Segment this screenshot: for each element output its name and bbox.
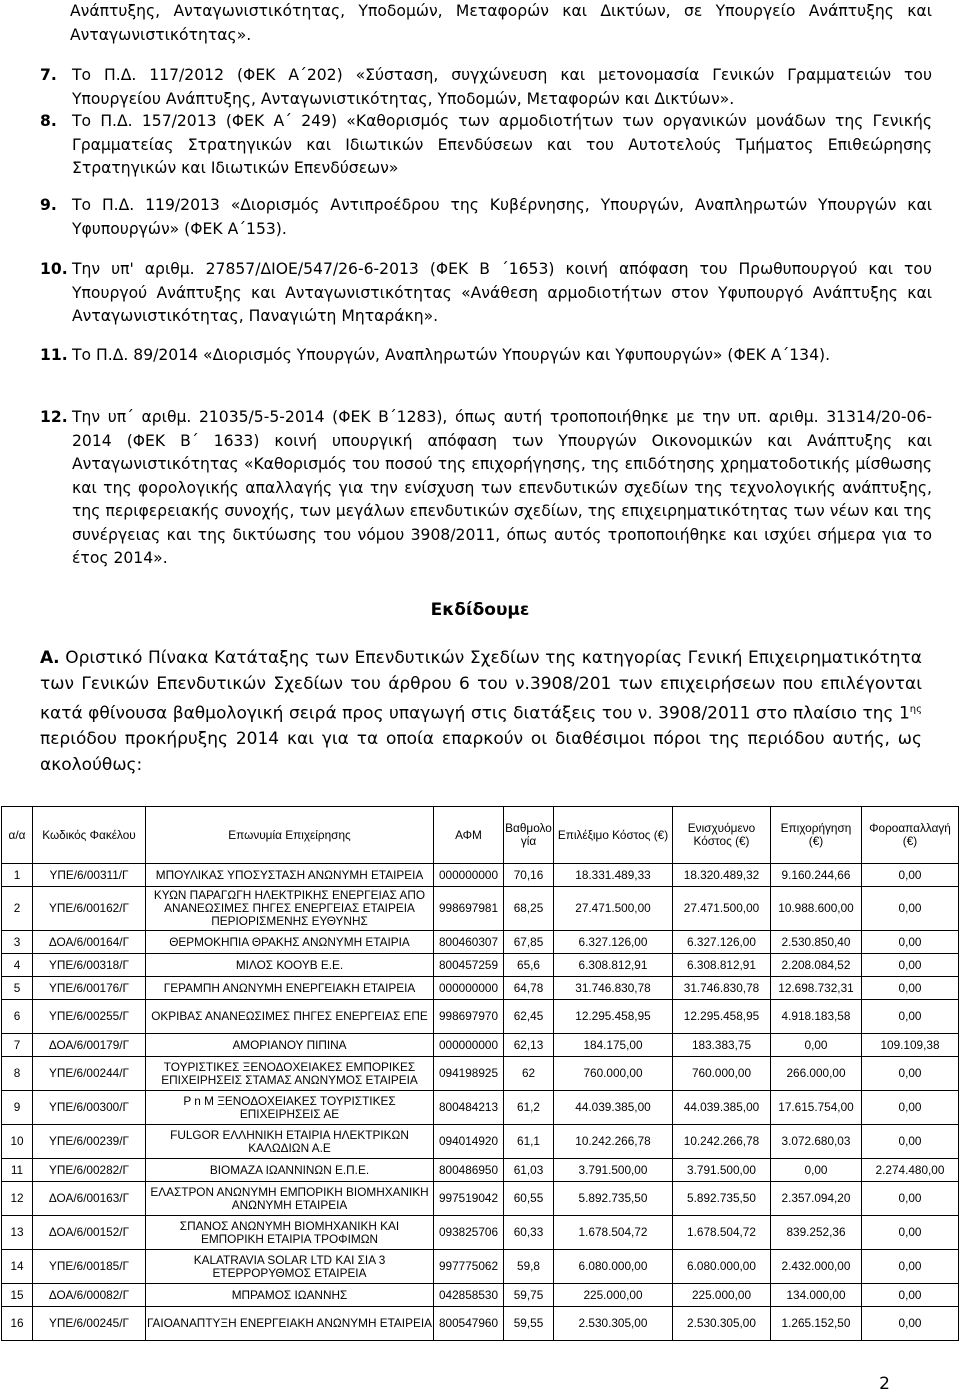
cell-supported: 225.000,00 <box>673 1284 771 1307</box>
table-row <box>2 1284 959 1307</box>
col-header-grant: Επιχορήγηση (€) <box>771 807 862 864</box>
paragraph-11 <box>40 344 932 368</box>
cell-eligible: 6.308.812,91 <box>554 954 673 977</box>
cell-score: 68,25 <box>504 887 554 931</box>
cell-afm: 094198925 <box>434 1057 504 1091</box>
item-text: Το Π.Δ. 119/2013 «Διορισμός Αντιπροέδρου της Κυβέρνησης, Υπουργών, Αναπληρωτών Υπουργών και Υφυπουργών» (ΦΕΚ Α΄153). <box>72 196 932 238</box>
cell-afm: 093825706 <box>434 1216 504 1250</box>
cell-grant: 839.252,36 <box>771 1216 862 1250</box>
page-number: 2 <box>879 1374 890 1394</box>
cell-afm: 997519042 <box>434 1182 504 1216</box>
cell-code: ΥΠΕ/6/00300/Γ <box>33 1091 146 1125</box>
cell-grant: 0,00 <box>771 1159 862 1182</box>
cell-grant: 266.000,00 <box>771 1057 862 1091</box>
cell-score: 64,78 <box>504 977 554 1000</box>
table-row <box>2 887 959 931</box>
table-row <box>2 1091 959 1125</box>
intro-text-b: περιόδου προκήρυξης 2014 και για τα οποία επαρκούν οι διαθέσιμοι πόροι της περιόδου αυτής, ως ακολούθως: <box>40 729 922 775</box>
cell-aa: 2 <box>2 887 33 931</box>
cell-name: ΒΙΟΜΑΖΑ ΙΩΑΝΝΙΝΩΝ Ε.Π.Ε. <box>146 1159 434 1182</box>
cell-name: ΤΟΥΡΙΣΤΙΚΕΣ ΞΕΝΟΔΟΧΕΙΑΚΕΣ ΕΜΠΟΡΙΚΕΣ ΕΠΙΧΕΙΡΗΣΕΙΣ ΣΤΑΜΑΣ ΑΝΩΝΥΜΟΣ ΕΤΑΙΡΕΙΑ <box>146 1057 434 1091</box>
cell-code: ΥΠΕ/6/00244/Γ <box>33 1057 146 1091</box>
table-row <box>2 1307 959 1341</box>
cell-name: ΓΕΡΑΜΠΗ ΑΝΩΝΥΜΗ ΕΝΕΡΓΕΙΑΚΗ ΕΤΑΙΡΕΙΑ <box>146 977 434 1000</box>
cell-supported: 6.327.126,00 <box>673 931 771 954</box>
cell-code: ΔΟΑ/6/00152/Γ <box>33 1216 146 1250</box>
cell-tax: 0,00 <box>862 1057 959 1091</box>
cell-eligible: 6.080.000,00 <box>554 1250 673 1284</box>
cell-grant: 1.265.152,50 <box>771 1307 862 1341</box>
cell-code: ΔΟΑ/6/00163/Γ <box>33 1182 146 1216</box>
cell-code: ΥΠΕ/6/00176/Γ <box>33 977 146 1000</box>
table-row <box>2 1000 959 1034</box>
cell-tax: 0,00 <box>862 954 959 977</box>
col-header-code: Κωδικός Φακέλου <box>33 807 146 864</box>
cell-eligible: 184.175,00 <box>554 1034 673 1057</box>
cell-grant: 9.160.244,66 <box>771 864 862 887</box>
cell-score: 60,33 <box>504 1216 554 1250</box>
cell-tax: 0,00 <box>862 1182 959 1216</box>
cell-afm: 000000000 <box>434 1034 504 1057</box>
cell-name: ΕΛΑΣΤΡΟΝ ΑΝΩΝΥΜΗ ΕΜΠΟΡΙΚΗ ΒΙΟΜΗΧΑΝΙΚΗ ΑΝΩΝΥΜΗ ΕΤΑΙΡΕΙΑ <box>146 1182 434 1216</box>
intro-text-a: Οριστικό Πίνακα Κατάταξης των Επενδυτικών Σχεδίων της κατηγορίας Γενική Επιχειρηματικότητα των Γενικών Επενδυτικών Σχεδίων του άρθρου 6 του ν.3908/201 των επιχειρήσεων που επιλέγονται κατά φθίνουσα βαθμολογική σειρά προς υπαγωγή στις διατάξεις του ν. 3908/2011 στο πλαίσιο της 1 <box>40 648 922 724</box>
cell-grant: 2.432.000,00 <box>771 1250 862 1284</box>
cell-aa: 9 <box>2 1091 33 1125</box>
cell-eligible: 6.327.126,00 <box>554 931 673 954</box>
cell-aa: 6 <box>2 1000 33 1034</box>
cell-eligible: 2.530.305,00 <box>554 1307 673 1341</box>
intro-label: Α. <box>40 648 60 668</box>
intro-sup: ης <box>909 704 922 715</box>
cell-eligible: 5.892.735,50 <box>554 1182 673 1216</box>
cell-code: ΥΠΕ/6/00255/Γ <box>33 1000 146 1034</box>
cell-afm: 000000000 <box>434 864 504 887</box>
cell-afm: 800457259 <box>434 954 504 977</box>
item-text: Το Π.Δ. 157/2013 (ΦΕΚ Α΄ 249) «Καθορισμός των αρμοδιοτήτων των οργανικών μονάδων της Γενικής Γραμματείας Στρατηγικών και Ιδιωτικών Επενδύσεων και του Αυτοτελούς Τμήματος Επιθεώρησης Στρατηγικών και Ιδιωτικών Επενδύσεων» <box>72 112 932 177</box>
cell-afm: 800484213 <box>434 1091 504 1125</box>
cell-name: FULGOR ΕΛΛΗΝΙΚΗ ΕΤΑΙΡΙΑ ΗΛΕΚΤΡΙΚΩΝ ΚΑΛΩΔΙΩΝ Α.Ε <box>146 1125 434 1159</box>
col-header-name: Επωνυμία Επιχείρησης <box>146 807 434 864</box>
table-row <box>2 931 959 954</box>
table-header-row <box>2 807 959 864</box>
ranking-table <box>1 806 959 1341</box>
cell-eligible: 10.242.266,78 <box>554 1125 673 1159</box>
cell-name: ΜΠΡΑΜΟΣ ΙΩΑΝΝΗΣ <box>146 1284 434 1307</box>
cell-supported: 44.039.385,00 <box>673 1091 771 1125</box>
cell-afm: 800460307 <box>434 931 504 954</box>
cell-tax: 0,00 <box>862 1250 959 1284</box>
col-header-tax: Φοροαπαλλαγή (€) <box>862 807 959 864</box>
table-body <box>2 864 959 1341</box>
cell-grant: 2.357.094,20 <box>771 1182 862 1216</box>
table-row <box>2 1057 959 1091</box>
cell-name: ΑΜΟΡΙΑΝΟΥ ΠΙΠΙΝΑ <box>146 1034 434 1057</box>
cell-aa: 10 <box>2 1125 33 1159</box>
cell-supported: 1.678.504,72 <box>673 1216 771 1250</box>
cell-code: ΥΠΕ/6/00162/Γ <box>33 887 146 931</box>
table-row <box>2 977 959 1000</box>
cell-tax: 0,00 <box>862 1307 959 1341</box>
table-row <box>2 1182 959 1216</box>
item-text: Το Π.Δ. 117/2012 (ΦΕΚ Α΄202) «Σύσταση, συγχώνευση και μετονομασία Γενικών Γραμματειών του Υπουργείου Ανάπτυξης, Ανταγωνιστικότητας, Υποδομών, Μεταφορών και Δικτύων». <box>72 66 932 108</box>
cell-score: 67,85 <box>504 931 554 954</box>
cell-name: ΜΠΟΥΛΙΚΑΣ ΥΠΟΣΥΣΤΑΣΗ ΑΝΩΝΥΜΗ ΕΤΑΙΡΕΙΑ <box>146 864 434 887</box>
cell-aa: 7 <box>2 1034 33 1057</box>
cell-code: ΥΠΕ/6/00185/Γ <box>33 1250 146 1284</box>
cell-grant: 3.072.680,03 <box>771 1125 862 1159</box>
section-heading: Εκδίδουμε <box>430 600 530 620</box>
item-text: Την υπ' αριθμ. 27857/ΔΙΟΕ/547/26-6-2013 (ΦΕΚ Β ΄1653) κοινή απόφαση του Πρωθυπουργού και του Υπουργού Ανάπτυξης και Ανταγωνιστικότητας «Ανάθεση αρμοδιοτήτων στον Υφυπουργό Ανάπτυξης και Ανταγωνιστικότητας, Παναγιώτη Μηταράκη». <box>72 260 932 325</box>
cell-supported: 5.892.735,50 <box>673 1182 771 1216</box>
cell-aa: 16 <box>2 1307 33 1341</box>
cell-tax: 0,00 <box>862 977 959 1000</box>
item-text: Το Π.Δ. 89/2014 «Διορισμός Υπουργών, Αναπληρωτών Υπουργών και Υφυπουργών» (ΦΕΚ Α΄134). <box>72 346 831 364</box>
cell-eligible: 27.471.500,00 <box>554 887 673 931</box>
cell-tax: 0,00 <box>862 1000 959 1034</box>
cell-aa: 1 <box>2 864 33 887</box>
cell-aa: 3 <box>2 931 33 954</box>
cell-grant: 10.988.600,00 <box>771 887 862 931</box>
cell-name: ΟΚΡΙΒΑΣ ΑΝΑΝΕΩΣΙΜΕΣ ΠΗΓΕΣ ΕΝΕΡΓΕΙΑΣ ΕΠΕ <box>146 1000 434 1034</box>
cell-afm: 042858530 <box>434 1284 504 1307</box>
item-number: 10. <box>40 260 68 278</box>
col-header-supported: Ενισχυόμενο Κόστος (€) <box>673 807 771 864</box>
cell-name: ΜΙΛΟΣ ΚΟΟΥΒ Ε.Ε. <box>146 954 434 977</box>
cell-score: 62 <box>504 1057 554 1091</box>
cell-afm: 800486950 <box>434 1159 504 1182</box>
cell-aa: 12 <box>2 1182 33 1216</box>
cell-tax: 0,00 <box>862 1091 959 1125</box>
cell-code: ΥΠΕ/6/00318/Γ <box>33 954 146 977</box>
col-header-eligible: Επιλέξιμο Κόστος (€) <box>554 807 673 864</box>
cell-name: ΚΥΩΝ ΠΑΡΑΓΩΓΗ ΗΛΕΚΤΡΙΚΗΣ ΕΝΕΡΓΕΙΑΣ ΑΠΟ ΑΝΑΝΕΩΣΙΜΕΣ ΠΗΓΕΣ ΕΝΕΡΓΕΙΑΣ ΕΤΑΙΡΕΙΑ ΠΕΡΙΟΡΙΣΜΕΝΗΣ ΕΥΘΥΝΗΣ <box>146 887 434 931</box>
table-row <box>2 1216 959 1250</box>
cell-code: ΔΟΑ/6/00179/Γ <box>33 1034 146 1057</box>
cell-tax: 0,00 <box>862 1216 959 1250</box>
cell-tax: 0,00 <box>862 864 959 887</box>
item-number: 8. <box>40 112 57 130</box>
cell-score: 59,75 <box>504 1284 554 1307</box>
cell-afm: 997775062 <box>434 1250 504 1284</box>
cell-supported: 3.791.500,00 <box>673 1159 771 1182</box>
table-row <box>2 1250 959 1284</box>
cell-aa: 11 <box>2 1159 33 1182</box>
cell-afm: 094014920 <box>434 1125 504 1159</box>
cell-score: 59,8 <box>504 1250 554 1284</box>
item-number: 11. <box>40 346 68 364</box>
cell-grant: 2.208.084,52 <box>771 954 862 977</box>
cell-eligible: 3.791.500,00 <box>554 1159 673 1182</box>
cell-eligible: 1.678.504,72 <box>554 1216 673 1250</box>
col-header-score: Βαθμολογία <box>504 807 554 864</box>
cell-code: ΥΠΕ/6/00311/Γ <box>33 864 146 887</box>
cell-name: ΣΠΑΝΟΣ ΑΝΩΝΥΜΗ ΒΙΟΜΗΧΑΝΙΚΗ ΚΑΙ ΕΜΠΟΡΙΚΗ ΕΤΑΙΡΙΑ ΤΡΟΦΙΜΩΝ <box>146 1216 434 1250</box>
cell-eligible: 12.295.458,95 <box>554 1000 673 1034</box>
cell-supported: 6.080.000,00 <box>673 1250 771 1284</box>
cell-supported: 27.471.500,00 <box>673 887 771 931</box>
cell-code: ΔΟΑ/6/00164/Γ <box>33 931 146 954</box>
cell-code: ΔΟΑ/6/00082/Γ <box>33 1284 146 1307</box>
item-number: 9. <box>40 196 57 214</box>
cell-name: Ρ n Μ ΞΕΝΟΔΟΧΕΙΑΚΕΣ ΤΟΥΡΙΣΤΙΚΕΣ ΕΠΙΧΕΙΡΗΣΕΙΣ ΑΕ <box>146 1091 434 1125</box>
cell-name: KALATRAVIA SOLAR LTD ΚΑΙ ΣΙΑ 3 ΕΤΕΡΡΟΡΥΘΜΟΣ ΕΤΑΙΡΕΙΑ <box>146 1250 434 1284</box>
paragraph-7 <box>40 64 932 108</box>
table-row <box>2 1034 959 1057</box>
cell-aa: 4 <box>2 954 33 977</box>
item-text: Την υπ΄ αριθμ. 21035/5-5-2014 (ΦΕΚ Β΄1283), όπως αυτή τροποποιήθηκε με την υπ. αριθμ. 31314/20-06-2014 (ΦΕΚ Β΄ 1633) κοινή υπουργική απόφαση των Υπουργών Οικονομικών και Ανάπτυξης και Ανταγωνιστικότητας «Καθορισμός του ποσού της επιχορήγησης, της επιδότησης χρηματοδοτικής μίσθωσης και της φορολογικής απαλλαγής για την ενίσχυση των επενδυτικών σχεδίων της τεχνολογικής ανάπτυξης, της περιφερειακής συνοχής, των μεγάλων επενδυτικών σχεδίων, της επιχειρηματικότητας των νέων και της συνέργειας και της δικτύωσης του νόμου 3908/2011, όπως αυτός τροποποιήθηκε και ισχύει σήμερα για το έτος 2014». <box>72 408 932 567</box>
cell-afm: 998697981 <box>434 887 504 931</box>
cell-grant: 4.918.183,58 <box>771 1000 862 1034</box>
cell-grant: 0,00 <box>771 1034 862 1057</box>
item-number: 12. <box>40 408 68 426</box>
cell-supported: 12.295.458,95 <box>673 1000 771 1034</box>
table-row <box>2 954 959 977</box>
cell-tax: 0,00 <box>862 1125 959 1159</box>
cell-supported: 6.308.812,91 <box>673 954 771 977</box>
cell-tax: 109.109,38 <box>862 1034 959 1057</box>
cell-tax: 2.274.480,00 <box>862 1159 959 1182</box>
cell-aa: 14 <box>2 1250 33 1284</box>
cell-aa: 15 <box>2 1284 33 1307</box>
cell-aa: 5 <box>2 977 33 1000</box>
paragraph-8 <box>40 110 932 177</box>
cell-afm: 800547960 <box>434 1307 504 1341</box>
cell-score: 61,1 <box>504 1125 554 1159</box>
paragraph-12 <box>40 406 932 567</box>
cell-supported: 10.242.266,78 <box>673 1125 771 1159</box>
cell-supported: 18.320.489,32 <box>673 864 771 887</box>
table-row <box>2 1159 959 1182</box>
cell-name: ΘΕΡΜΟΚΗΠΙΑ ΘΡΑΚΗΣ ΑΝΩΝΥΜΗ ΕΤΑΙΡΙΑ <box>146 931 434 954</box>
cell-score: 61,2 <box>504 1091 554 1125</box>
cell-score: 70,16 <box>504 864 554 887</box>
cell-eligible: 225.000,00 <box>554 1284 673 1307</box>
cell-eligible: 760.000,00 <box>554 1057 673 1091</box>
cell-eligible: 31.746.830,78 <box>554 977 673 1000</box>
cell-eligible: 44.039.385,00 <box>554 1091 673 1125</box>
cell-tax: 0,00 <box>862 931 959 954</box>
cell-name: ΓΑΙΟΑΝΑΠΤΥΞΗ ΕΝΕΡΓΕΙΑΚΗ ΑΝΩΝΥΜΗ ΕΤΑΙΡΕΙΑ <box>146 1307 434 1341</box>
cell-score: 62,45 <box>504 1000 554 1034</box>
cell-aa: 8 <box>2 1057 33 1091</box>
paragraph-10 <box>40 258 932 325</box>
cell-supported: 760.000,00 <box>673 1057 771 1091</box>
cell-supported: 183.383,75 <box>673 1034 771 1057</box>
intro-paragraph <box>40 646 922 778</box>
cell-eligible: 18.331.489,33 <box>554 864 673 887</box>
cell-supported: 31.746.830,78 <box>673 977 771 1000</box>
cell-grant: 2.530.850,40 <box>771 931 862 954</box>
paragraph-continuation: Ανάπτυξης, Ανταγωνιστικότητας, Υποδομών, Μεταφορών και Δικτύων, σε Υπουργείο Ανάπτυξης και Ανταγωνιστικότητας». <box>70 2 932 44</box>
cell-code: ΥΠΕ/6/00282/Γ <box>33 1159 146 1182</box>
cell-aa: 13 <box>2 1216 33 1250</box>
col-header-aa: α/α <box>2 807 33 864</box>
paragraph-9 <box>40 194 932 238</box>
cell-supported: 2.530.305,00 <box>673 1307 771 1341</box>
cell-grant: 12.698.732,31 <box>771 977 862 1000</box>
cell-score: 65,6 <box>504 954 554 977</box>
cell-code: ΥΠΕ/6/00245/Γ <box>33 1307 146 1341</box>
cell-tax: 0,00 <box>862 1284 959 1307</box>
cell-afm: 998697970 <box>434 1000 504 1034</box>
cell-grant: 17.615.754,00 <box>771 1091 862 1125</box>
col-header-afm: ΑΦΜ <box>434 807 504 864</box>
cell-score: 62,13 <box>504 1034 554 1057</box>
item-number: 7. <box>40 66 57 84</box>
cell-afm: 000000000 <box>434 977 504 1000</box>
table-row <box>2 864 959 887</box>
cell-code: ΥΠΕ/6/00239/Γ <box>33 1125 146 1159</box>
cell-grant: 134.000,00 <box>771 1284 862 1307</box>
cell-score: 59,55 <box>504 1307 554 1341</box>
cell-score: 61,03 <box>504 1159 554 1182</box>
cell-tax: 0,00 <box>862 887 959 931</box>
table-row <box>2 1125 959 1159</box>
cell-score: 60,55 <box>504 1182 554 1216</box>
